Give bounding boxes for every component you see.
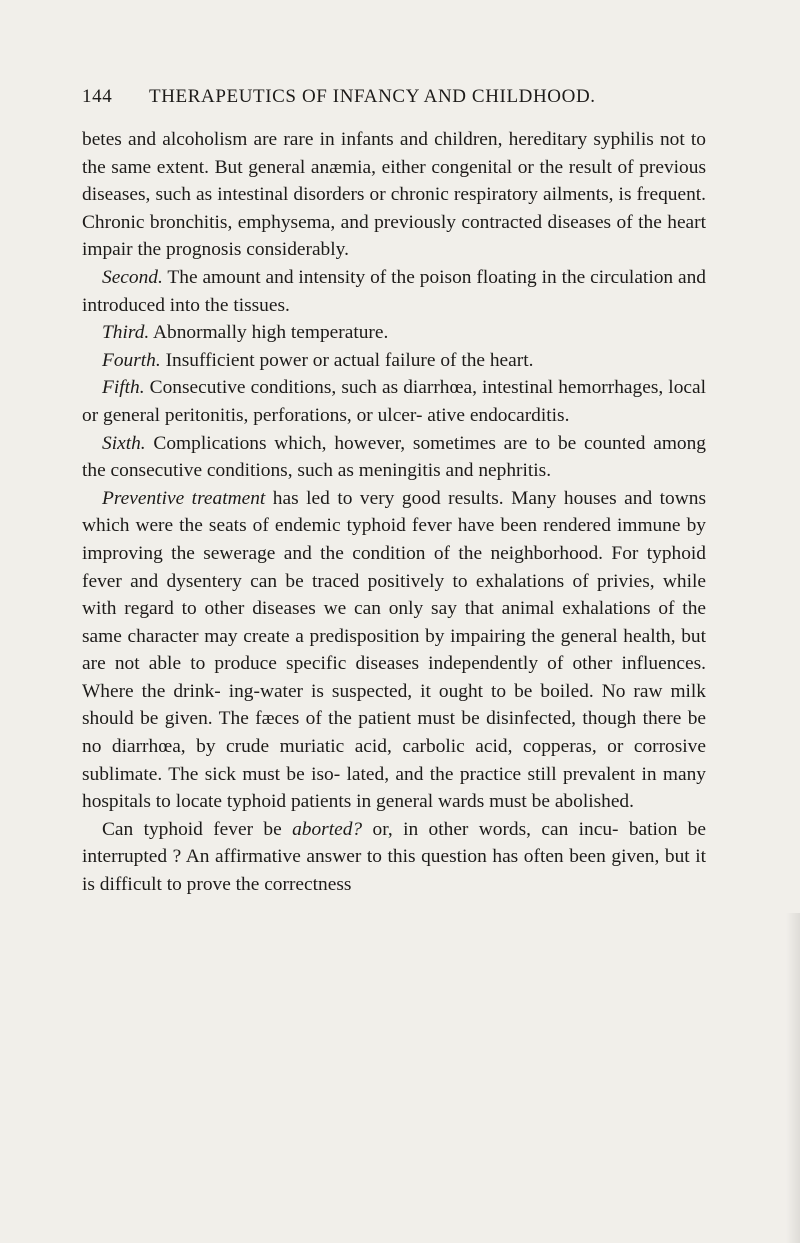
- running-head-title: THERAPEUTICS OF INFANCY AND CHILDHOOD.: [149, 86, 596, 107]
- paragraph-aborted-question: [82, 816, 706, 899]
- paragraph-fifth: [82, 374, 706, 429]
- paragraph-lead: Preventive treatment: [102, 487, 266, 509]
- paragraph-sixth: [82, 430, 706, 485]
- paragraph-fourth: [82, 347, 706, 375]
- paragraph-text: Complications which, however, sometimes are to be counted among the consecutive conditions, such as meningitis and nephritis.: [82, 432, 706, 482]
- paragraph-third: [82, 319, 706, 347]
- book-page: [82, 86, 706, 899]
- paragraph-emphasis: aborted?: [292, 818, 363, 840]
- paragraph-text: Insufficient power or actual failure of the heart.: [160, 349, 534, 371]
- body-text: [82, 126, 706, 899]
- page-number: 144: [82, 86, 113, 107]
- paragraph-text: Abnormally high temperature.: [149, 322, 389, 344]
- paragraph-continuation: [82, 126, 706, 264]
- paragraph-text: The amount and intensity of the poison floating in the circulation and introduced into the tissues.: [82, 266, 706, 316]
- paragraph-text: has led to very good results. Many houses and towns which were the seats of endemic typhoid fever have been rendered immune by improving the sewerage and the condition of the neighborhood. For typhoid fever and dysentery can be traced positively to exhalations of privies, while with regard to other diseases we can only say that animal exhalations of the same character may create a predisposition by impairing the general health, but are not able to produce specific diseases independently of other influences. Where the drink- ing-water is suspected, it ought to be boiled. No raw milk should be given. The fæces of the patient must be disinfected, though there be no diarrhœa, by crude muriatic acid, carbolic acid, copperas, or corrosive sublimate. The sick must be iso- lated, and the practice still prevalent in many hospitals to locate typhoid patients in general wards must be abolished.: [82, 487, 706, 813]
- paragraph-text: betes and alcoholism are rare in infants and children, hereditary syphilis not to the same extent. But general anæmia, either congenital or the result of previous diseases, such as intestinal disorders or chronic respiratory ailments, is frequent. Chronic bronchitis, emphysema, and previously contracted diseases of the heart impair the prognosis considerably.: [82, 129, 706, 261]
- paragraph-lead: Third.: [102, 322, 150, 344]
- paragraph-lead: Sixth.: [102, 432, 146, 454]
- running-head: [82, 86, 706, 116]
- paragraph-lead: Fourth.: [102, 349, 161, 371]
- paragraph-preventive-treatment: [82, 485, 706, 816]
- paragraph-text-before: Can typhoid fever be: [102, 818, 293, 840]
- paragraph-lead: Fifth.: [102, 377, 145, 399]
- paragraph-lead: Second.: [102, 266, 163, 288]
- page-edge-shadow: [786, 913, 800, 1243]
- paragraph-second: [82, 264, 706, 319]
- paragraph-text-after: or, in other words, can incu- bation be interrupted ? An affirmative answer to this question has often been given, but it is difficult to prove the correctness: [82, 818, 706, 896]
- paragraph-text: Consecutive conditions, such as diarrhœa, intestinal hemorrhages, local or general peritonitis, perforations, or ulcer- ative endocarditis.: [82, 377, 706, 426]
